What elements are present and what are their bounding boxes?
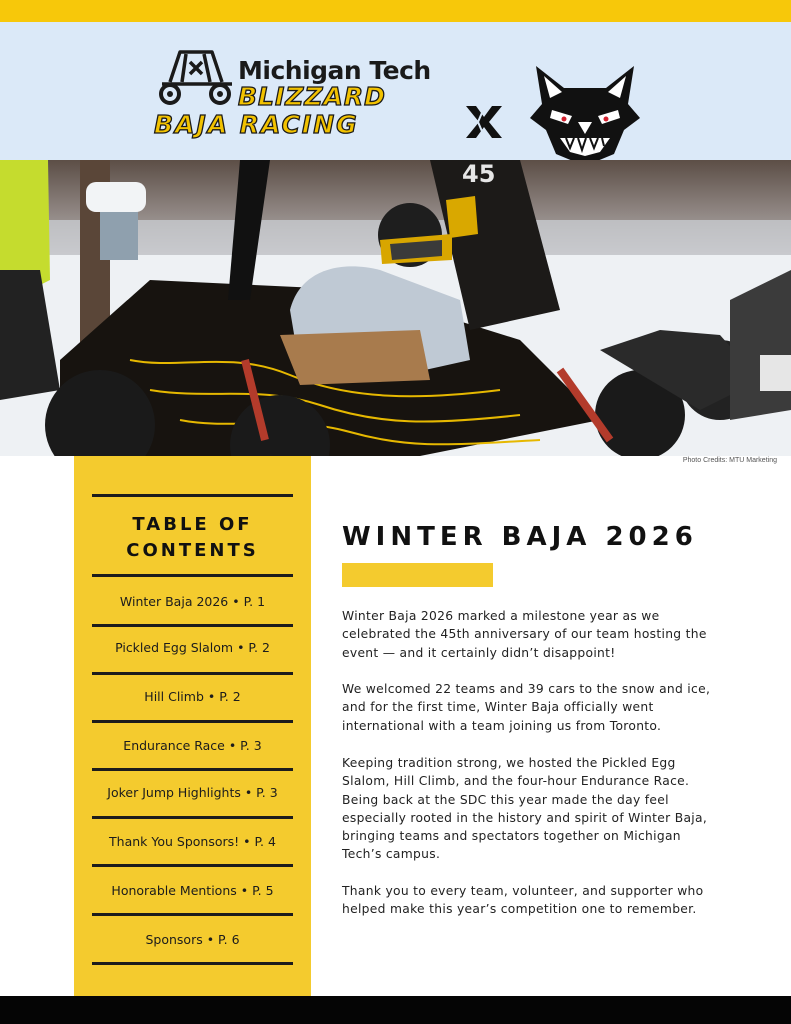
toc-item-pickled-egg-slalom[interactable]: Pickled Egg Slalom • P. 2: [115, 640, 270, 655]
bottom-bar: [0, 996, 791, 1024]
wolf-mascot-icon: [528, 64, 642, 168]
toc-divider: [92, 672, 293, 675]
article-paragraph: Winter Baja 2026 marked a milestone year as we celebrated the 45th anniversary of our team hosting the event — and it certainly didn’t disappoint!: [342, 609, 707, 660]
toc-title-line1: TABLE OF: [132, 514, 253, 535]
article-title: WINTER BAJA 2026: [342, 522, 698, 552]
toc-divider: [92, 816, 293, 819]
buggy-icon: [152, 48, 238, 106]
hero-photo: [0, 160, 791, 456]
toc-divider: [92, 768, 293, 771]
brand-baja-racing: BAJA RACING: [154, 110, 359, 139]
toc-title: [74, 512, 311, 564]
race-car-photo: [0, 160, 791, 456]
toc-item-thank-you-sponsors[interactable]: Thank You Sponsors! • P. 4: [109, 834, 276, 849]
toc-item-joker-jump[interactable]: Joker Jump Highlights • P. 3: [107, 785, 278, 800]
brand-blizzard: BLIZZARD: [238, 82, 386, 111]
toc-divider: [92, 962, 293, 965]
toc-item-hill-climb[interactable]: Hill Climb • P. 2: [144, 689, 241, 704]
collab-x-icon: [464, 104, 504, 140]
masthead: [0, 22, 791, 160]
toc-divider: [92, 864, 293, 867]
article-paragraph: We welcomed 22 teams and 39 cars to the snow and ice, and for the first time, Winter Baja officially went international with a team joining us from Toronto.: [342, 682, 711, 733]
toc-divider: [92, 624, 293, 627]
toc-item-winter-baja[interactable]: Winter Baja 2026 • P. 1: [119, 594, 266, 609]
photo-credits: Photo Credits: MTU Marketing: [682, 457, 777, 464]
blizzard-baja-logo: [152, 48, 442, 138]
brand-name: Michigan Tech: [238, 56, 431, 85]
top-accent-bar: [0, 0, 791, 22]
toc-divider: [92, 720, 293, 723]
table-of-contents: [74, 456, 311, 996]
car-number: 45: [462, 160, 496, 188]
toc-divider: [92, 494, 293, 497]
toc-item-honorable-mentions[interactable]: Honorable Mentions • P. 5: [111, 883, 274, 898]
toc-divider: [92, 574, 293, 577]
toc-title-line2: CONTENTS: [126, 540, 259, 561]
title-accent-bar: [342, 563, 493, 587]
article-paragraph: Thank you to every team, volunteer, and supporter who helped make this year’s competition one to remember.: [342, 884, 704, 917]
article-paragraph: Keeping tradition strong, we hosted the Pickled Egg Slalom, Hill Climb, and the four-hour Endurance Race. Being back at the SDC this year made the day feel especially rooted in the history and spirit of Winter Baja, bringing teams and spectators together on Michigan Tech’s campus.: [342, 756, 708, 862]
toc-item-endurance-race[interactable]: Endurance Race • P. 3: [123, 738, 262, 753]
toc-item-sponsors[interactable]: Sponsors • P. 6: [145, 932, 240, 947]
toc-divider: [92, 913, 293, 916]
